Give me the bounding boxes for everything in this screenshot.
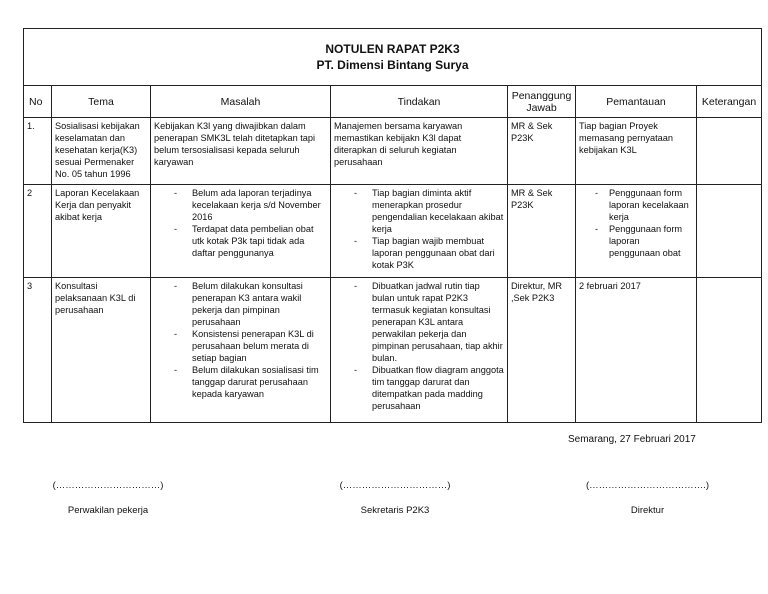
tindakan-list — [334, 187, 504, 271]
header-tema: Tema — [52, 86, 151, 118]
row-penanggung-jawab: MR & Sek P23K — [508, 118, 576, 185]
company-name: PT. Dimensi Bintang Surya — [316, 58, 469, 72]
row-no: 1. — [24, 118, 52, 185]
row-penanggung-jawab: MR & Sek P23K — [508, 185, 576, 278]
signature-line: (……………………………….) — [586, 480, 709, 491]
document-header — [24, 29, 762, 86]
row-penanggung-jawab: Direktur, MR ,Sek P2K3 — [508, 278, 576, 423]
list-item: - Tiap bagian diminta aktif menerapkan prosedur pengendalian kecelakaan akibat kerja — [334, 187, 504, 235]
list-item: - Belum dilakukan konsultasi penerapan K3 antara wakil pekerja dan pimpinan perusahaan — [154, 280, 327, 328]
row-keterangan — [697, 278, 762, 423]
row-keterangan — [697, 185, 762, 278]
place-date: Semarang, 27 Februari 2017 — [568, 434, 696, 445]
row-tindakan: Manajemen bersama karyawan memastikan kebijakn K3l dapat diterapkan di seluruh kegiatan perusahaan — [331, 118, 508, 185]
header-no: No — [24, 86, 52, 118]
header-tindakan: Tindakan — [331, 86, 508, 118]
row-tindakan — [331, 278, 508, 423]
signature-line: (……………………………) — [52, 480, 164, 491]
row-no: 2 — [24, 185, 52, 278]
row-pemantauan — [576, 185, 697, 278]
row-masalah — [151, 185, 331, 278]
masalah-list — [154, 187, 327, 259]
row-pemantauan: Tiap bagian Proyek memasang pernyataan kebijakan K3L — [576, 118, 697, 185]
row-tindakan — [331, 185, 508, 278]
row-tema: Sosialisasi kebijakan keselamatan dan kesehatan kerja(K3) sesuai Permenaker No. 05 tahun 1996 — [52, 118, 151, 185]
header-penanggung-jawab: Penanggung Jawab — [508, 86, 576, 118]
row-tema: Laporan Kecelakaan Kerja dan penyakit akibat kerja — [52, 185, 151, 278]
signature-block-sekretaris — [330, 480, 460, 516]
header-pemantauan: Pemantauan — [576, 86, 697, 118]
document-title: NOTULEN RAPAT P2K3 — [325, 42, 460, 56]
list-item: - Dibuatkan jadwal rutin tiap bulan untuk rapat P2K3 termasuk kegiatan konsultasi penerapan K3L antara perwakilan pekerja dan pimpinan perusahaan, tiap akhir bulan. — [334, 280, 504, 364]
list-item: - Penggunaan form laporan penggunaan obat — [579, 223, 693, 259]
signature-block-perwakilan — [48, 480, 168, 516]
masalah-list — [154, 280, 327, 400]
table-row — [24, 118, 762, 185]
list-item: - Konsistensi penerapan K3L di perusahaan belum merata di setiap bagian — [154, 328, 327, 364]
signature-line: (……………………………) — [339, 480, 451, 491]
list-item: - Dibuatkan flow diagram anggota tim tanggap darurat dan ditempatkan pada madding perusahaan — [334, 364, 504, 412]
row-tema: Konsultasi pelaksanaan K3L di perusahaan — [52, 278, 151, 423]
row-pemantauan: 2 februari 2017 — [576, 278, 697, 423]
table-row — [24, 185, 762, 278]
list-item: - Belum dilakukan sosialisasi tim tanggap darurat perusahaan kepada karyawan — [154, 364, 327, 400]
list-item: - Penggunaan form laporan kecelakaan kerja — [579, 187, 693, 223]
row-masalah — [151, 278, 331, 423]
list-item: - Tiap bagian wajib membuat laporan penggunaan obat dari kotak P3K — [334, 235, 504, 271]
header-keterangan: Keterangan — [697, 86, 762, 118]
header-row — [24, 86, 762, 118]
table-row — [24, 278, 762, 423]
header-masalah: Masalah — [151, 86, 331, 118]
signature-role: Perwakilan pekerja — [67, 505, 149, 516]
signature-role: Direktur — [630, 505, 665, 516]
pemantauan-list — [579, 187, 693, 259]
list-item: - Belum ada laporan terjadinya kecelakaan kerja s/d November 2016 — [154, 187, 327, 223]
row-keterangan — [697, 118, 762, 185]
minutes-table — [23, 28, 762, 423]
row-masalah: Kebijakan K3l yang diwajibkan dalam penerapan SMK3L telah ditetapkan tapi belum tersosialisasi kepada seluruh karyawan — [151, 118, 331, 185]
tindakan-list — [334, 280, 504, 412]
row-no: 3 — [24, 278, 52, 423]
signature-block-direktur — [575, 480, 720, 516]
list-item: - Terdapat data pembelian obat utk kotak P3k tapi tidak ada daftar penggunanya — [154, 223, 327, 259]
signature-role: Sekretaris P2K3 — [360, 505, 430, 516]
